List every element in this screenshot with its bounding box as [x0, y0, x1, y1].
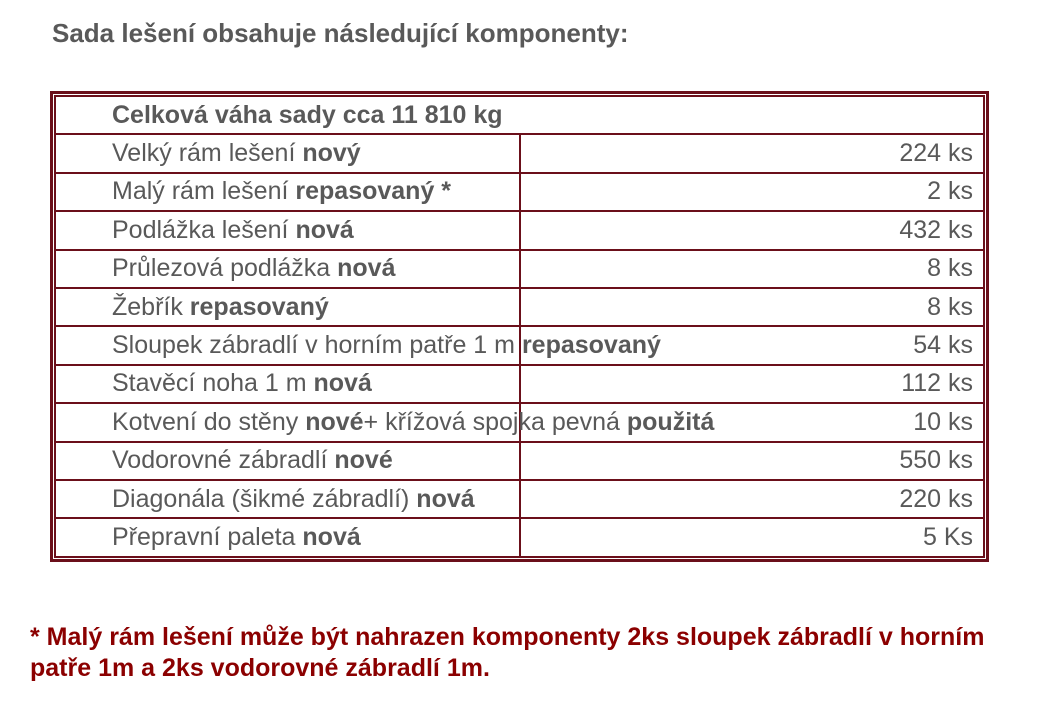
table-header-row: [55, 96, 984, 134]
component-condition: nová: [295, 215, 354, 244]
component-name: Kotvení do stěny: [112, 407, 306, 436]
table-row: [55, 211, 984, 249]
component-quantity: 8 ks: [520, 250, 985, 288]
table-row: [55, 173, 984, 211]
component-name-cell: [55, 365, 520, 403]
component-name: Velký rám lešení: [112, 139, 303, 168]
page-title: Sada lešení obsahuje následující komponenty:: [52, 18, 629, 48]
component-quantity: 10 ks: [520, 403, 985, 441]
component-name-cell: [55, 288, 520, 326]
component-name-cell: [55, 326, 661, 364]
component-quantity: 220 ks: [520, 480, 985, 518]
component-name: Malý rám lešení: [112, 177, 296, 206]
table-row: [55, 442, 984, 480]
component-condition: nová: [337, 254, 396, 283]
component-condition: nová: [313, 369, 372, 398]
table-row: [55, 250, 984, 288]
component-name-cell: [55, 211, 520, 249]
component-name: Sloupek zábradlí v horním patře 1 m: [112, 331, 522, 360]
table-row: [55, 134, 984, 172]
component-quantity: 54 ks: [520, 326, 985, 364]
table-row: [55, 365, 984, 403]
component-name: Stavěcí noha 1 m: [112, 369, 314, 398]
table-row: [55, 518, 984, 556]
component-extra: + křížová spojka pevná: [363, 407, 627, 436]
component-quantity: 432 ks: [520, 211, 985, 249]
components-table-grid: [54, 95, 985, 558]
component-quantity: 112 ks: [520, 365, 985, 403]
table-row: [55, 288, 984, 326]
component-extra-condition: použitá: [626, 407, 715, 436]
component-name: Žebřík: [112, 292, 190, 321]
component-quantity: 550 ks: [520, 442, 985, 480]
component-name-cell: [55, 518, 520, 556]
component-condition: repasovaný: [521, 331, 661, 360]
component-name-cell: [55, 403, 715, 441]
component-condition: nové: [334, 446, 393, 475]
component-condition: repasovaný: [189, 292, 329, 321]
components-table: [50, 91, 989, 562]
component-name: Podlážka lešení: [112, 215, 296, 244]
component-name: Průlezová podlážka: [112, 254, 338, 283]
component-name-cell: [55, 173, 520, 211]
total-weight-label: Celková váha sady cca 11 810 kg: [55, 96, 984, 134]
component-name: Diagonála (šikmé zábradlí): [112, 484, 417, 513]
component-condition: nové: [305, 407, 364, 436]
table-row: [55, 403, 984, 441]
component-condition: nový: [302, 139, 361, 168]
table-row: [55, 480, 984, 518]
component-condition: nová: [302, 522, 361, 551]
footnote: * Malý rám lešení může být nahrazen komponenty 2ks sloupek zábradlí v horním patře 1m a 2ks vodorovné zábradlí 1m.: [30, 623, 985, 682]
component-name: Přepravní paleta: [112, 522, 303, 551]
component-quantity: 224 ks: [520, 134, 985, 172]
component-name-cell: [55, 250, 520, 288]
component-condition: repasovaný *: [295, 177, 452, 206]
component-quantity: 5 Ks: [520, 518, 985, 556]
component-quantity: 8 ks: [520, 288, 985, 326]
component-name: Vodorovné zábradlí: [112, 446, 335, 475]
component-name-cell: [55, 442, 520, 480]
component-name-cell: [55, 134, 520, 172]
table-row: [55, 326, 984, 364]
component-condition: nová: [416, 484, 475, 513]
component-quantity: 2 ks: [520, 173, 985, 211]
component-name-cell: [55, 480, 520, 518]
